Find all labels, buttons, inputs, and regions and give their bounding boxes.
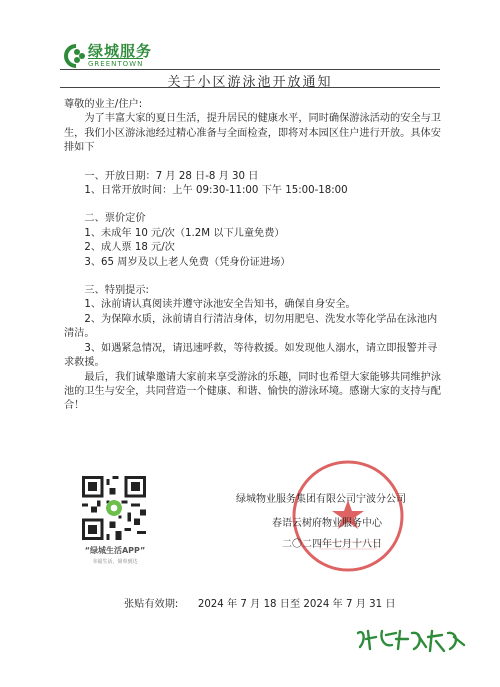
signature-center: 春语云树府物业服务中心 [272, 518, 382, 529]
logo-subtext: GREENTOWN [88, 60, 144, 68]
section-2-item: 1、未成年 10 元/次（1.2M 以下儿童免费） [84, 227, 285, 239]
title-rule-top [60, 69, 440, 70]
title-rule-bottom [60, 87, 440, 88]
section-2-item: 2、成人票 18 元/次 [84, 242, 175, 254]
section-2-heading: 二、票价定价 [84, 213, 146, 225]
qr-slogan: 幸福生活，简单到达 [92, 559, 138, 565]
logo-text: 绿城服务 [88, 42, 153, 60]
qr-app-label: “绿城生活APP” [84, 546, 146, 555]
notice-body [64, 98, 444, 414]
section-3-heading: 三、特别提示: [84, 285, 149, 297]
section-1-item: 1、日常开放时间：上午 09:30-11:00 下午 15:00-18:00 [84, 185, 348, 197]
page-title: 关于小区游泳池开放通知 [167, 75, 333, 90]
posting-validity [124, 595, 396, 610]
slogan-calligraphy-icon [352, 625, 472, 655]
intro-paragraph: 为了丰富大家的夏日生活，提升居民的健康水平，同时确保游泳活动的安全与卫生，我们小区游泳池经过精心准备与全面检查，即将对本园区住户进行开放。具体安排如下 [64, 113, 441, 154]
closing-paragraph: 最后，我们诚挚邀请大家前来享受游泳的乐趣，同时也希望大家能够共同维护泳池的卫生与安全，共同营造一个健康、和谐、愉快的游泳环境。感谢大家的支持与配合！ [64, 371, 441, 412]
validity-label: 张贴有效期: [124, 599, 179, 610]
section-3-item: 1、泳前请认真阅读并遵守泳池安全告知书，确保自身安全。 [84, 299, 356, 311]
section-3-item: 2、为保障水质，泳前请自行清洁身体，切勿用肥皂、洗发水等化学品在泳池内清洁。 [64, 313, 438, 340]
signature-date: 二〇二四年七月十八日 [282, 539, 382, 550]
greeting: 尊敬的业主/住户: [64, 99, 143, 110]
signature-company: 绿城物业服务集团有限公司宁波分公司 [236, 494, 406, 505]
validity-range: 2024 年 7 月 18 日至 2024 年 7 月 31 日 [197, 599, 396, 610]
section-2-item: 3、65 周岁及以上老人免费（凭身份证进场） [84, 256, 291, 268]
section-3-item: 3、如遇紧急情况，请迅速呼救，等待救援。如发现他人溺水，请立即报警并寻求救援。 [64, 342, 438, 369]
qr-code-icon[interactable] [82, 476, 146, 540]
section-1-heading: 一、开放日期：7 月 28 日-8 月 30 日 [84, 170, 259, 182]
